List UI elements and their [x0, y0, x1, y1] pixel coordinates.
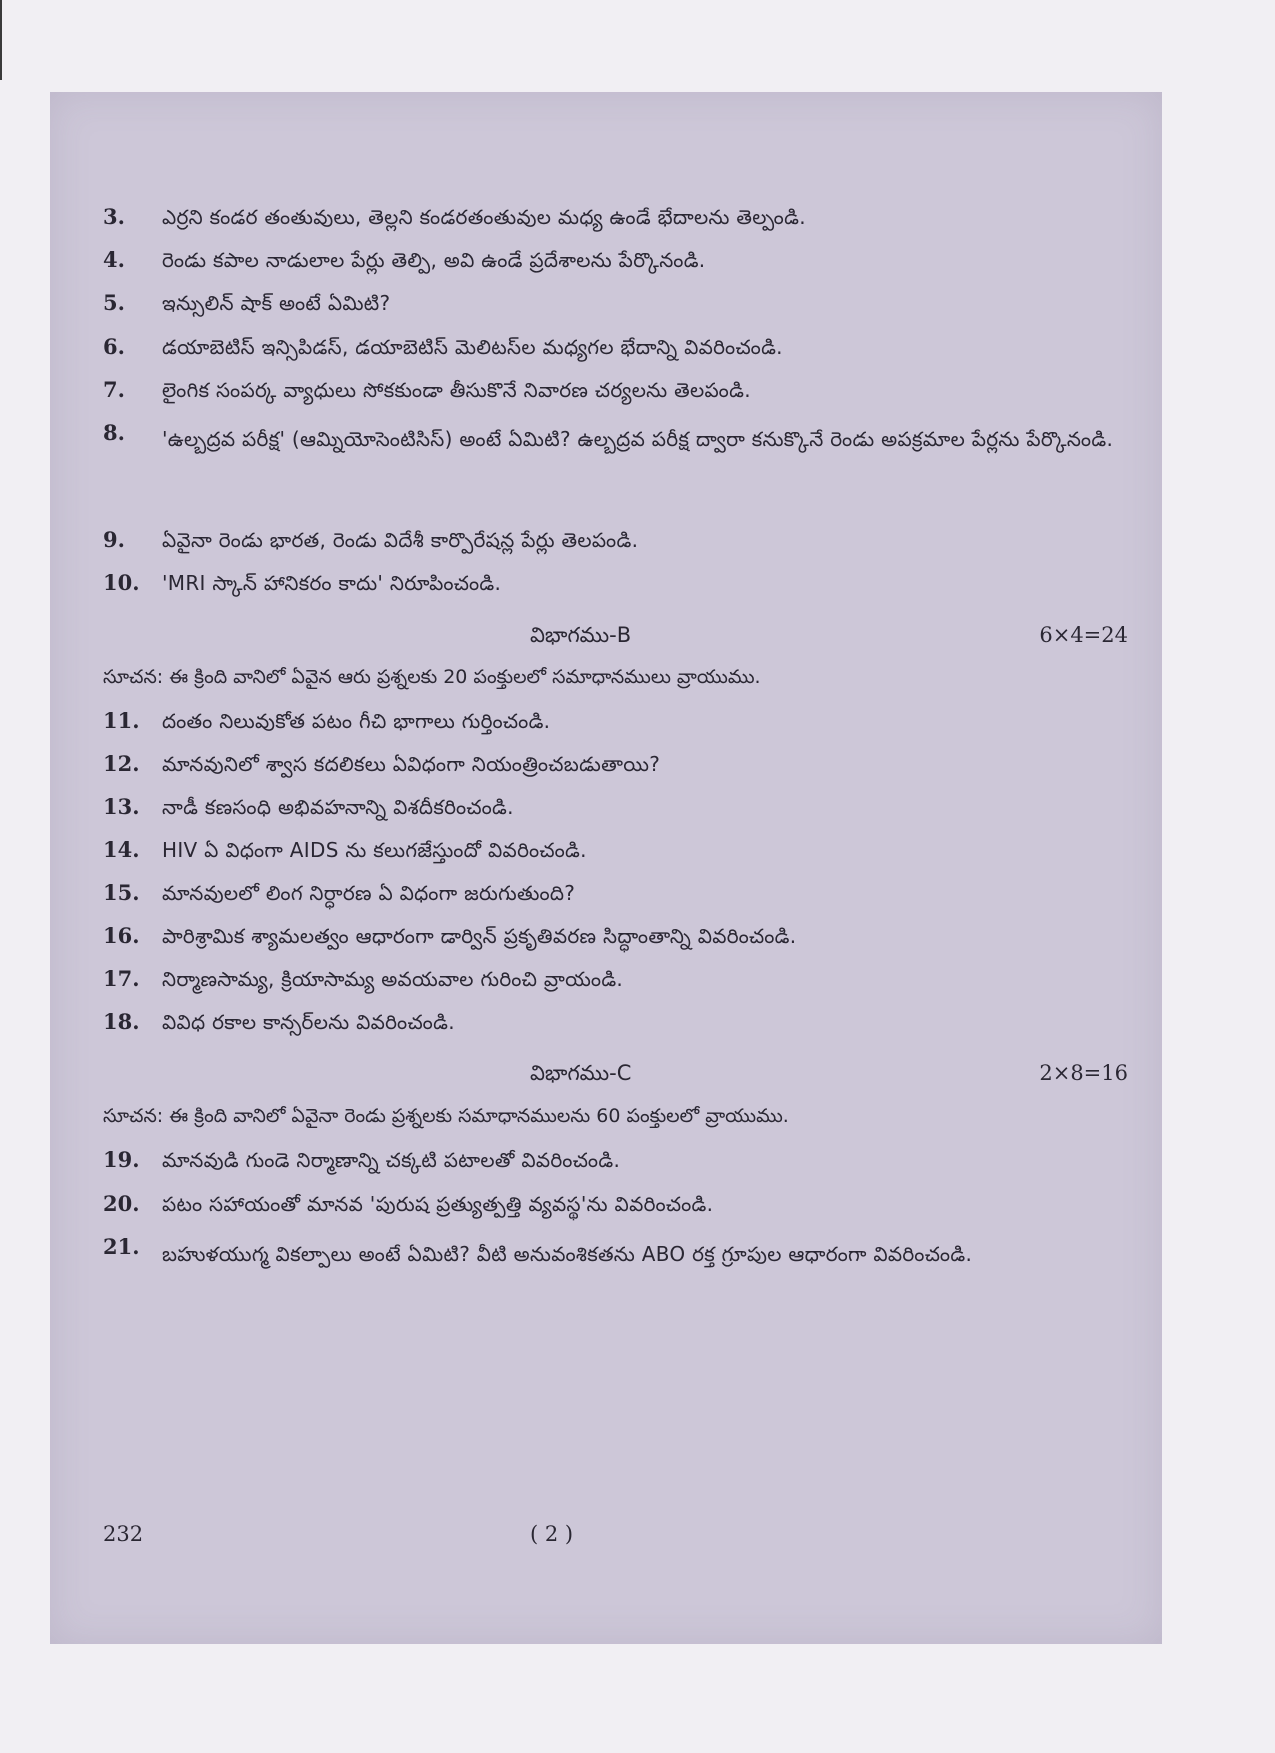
- question-number: 13.: [103, 794, 140, 819]
- question-number: 10.: [103, 570, 140, 595]
- question-number: 12.: [103, 751, 140, 776]
- section-title: విభాగము-B: [530, 623, 632, 647]
- question-text: పారిశ్రామిక శ్యామలత్వం ఆధారంగా డార్విన్ ప్రకృతివరణ సిద్ధాంతాన్ని వివరించండి.: [162, 924, 797, 948]
- question-number: 5.: [103, 290, 125, 315]
- section-marks: 6×4=24: [1039, 623, 1128, 647]
- page-number: ( 2 ): [530, 1522, 574, 1546]
- question-number: 17.: [103, 966, 140, 991]
- section-title: విభాగము-C: [530, 1061, 632, 1085]
- question-text: నాడీ కణసంధి అభివహనాన్ని విశదీకరించండి.: [162, 795, 514, 819]
- question-number: 4.: [103, 247, 125, 272]
- question-number: 21.: [103, 1234, 140, 1259]
- question-text: HIV ఏ విధంగా AIDS ను కలుగజేస్తుందో వివరించండి.: [162, 838, 587, 862]
- question-text: మానవులలో లింగ నిర్ధారణ ఏ విధంగా జరుగుతుంది?: [162, 881, 576, 905]
- question-text: లైంగిక సంపర్క వ్యాధులు సోకకుండా తీసుకొనే నివారణ చర్యలను తెలపండి.: [162, 378, 751, 402]
- question-text: 'ఉల్బద్రవ పరీక్ష' (ఆమ్నియోసెంటిసిస్) అంటే ఏమిటి? ఉల్బద్రవ పరీక్ష ద్వారా కనుక్కొనే రెండు అపక్రమాల పేర్లను పేర్కొనండి.: [162, 427, 1114, 451]
- question-number: 6.: [103, 334, 125, 359]
- question-number: 16.: [103, 923, 140, 948]
- question-text: పటం సహాయంతో మానవ 'పురుష ప్రత్యుత్పత్తి వ్యవస్థ'ను వివరించండి.: [162, 1192, 714, 1216]
- question-number: 20.: [103, 1191, 140, 1216]
- question-text: వివిధ రకాల కాన్సర్‌లను వివరించండి.: [162, 1010, 455, 1034]
- question-number: 11.: [103, 708, 140, 733]
- paper-code: 232: [103, 1522, 144, 1546]
- question-text: దంతం నిలువుకోత పటం గీచి భాగాలు గుర్తించండి.: [162, 709, 551, 733]
- question-number: 7.: [103, 377, 125, 402]
- section-b-instruction: సూచన: ఈ క్రింది వానిలో ఏవైన ఆరు ప్రశ్నలకు 20 పంక్తులలో సమాధానములు వ్రాయుము.: [103, 666, 761, 688]
- section-marks: 2×8=16: [1039, 1061, 1128, 1085]
- question-number: 18.: [103, 1009, 140, 1034]
- question-text: డయాబెటిస్ ఇన్సిపిడస్, డయాబెటిస్ మెలిటస్‌ల మధ్యగల భేదాన్ని వివరించండి.: [162, 335, 783, 359]
- question-text: ఎర్రని కండర తంతువులు, తెల్లని కండరతంతువుల మధ్య ఉండే భేదాలను తెల్పండి.: [162, 205, 806, 229]
- question-text: మానవుడి గుండె నిర్మాణాన్ని చక్కటి పటాలతో వివరించండి.: [162, 1148, 621, 1172]
- question-text: 'MRI స్కాన్ హానికరం కాదు' నిరూపించండి.: [162, 571, 502, 595]
- question-text: బహుళయుగ్మ వికల్పాలు అంటే ఏమిటి? వీటి అనువంశికతను ABO రక్త గ్రూపుల ఆధారంగా వివరించండి.: [162, 1242, 973, 1266]
- question-number: 19.: [103, 1147, 140, 1172]
- question-text: ఏవైనా రెండు భారత, రెండు విదేశీ కార్పొరేషన్ల పేర్లు తెలపండి.: [162, 528, 639, 552]
- question-text: రెండు కపాల నాడులాల పేర్లు తెల్పి, అవి ఉండే ప్రదేశాలను పేర్కొనండి.: [162, 248, 706, 272]
- question-text: మానవునిలో శ్వాస కదలికలు ఏవిధంగా నియంత్రించబడుతాయి?: [162, 752, 661, 776]
- question-number: 9.: [103, 527, 125, 552]
- section-c-instruction: సూచన: ఈ క్రింది వానిలో ఏవైనా రెండు ప్రశ్నలకు సమాధానములను 60 పంక్తులలో వ్రాయుము.: [103, 1105, 789, 1127]
- question-number: 14.: [103, 837, 140, 862]
- question-number: 3.: [103, 204, 125, 229]
- question-number: 15.: [103, 880, 140, 905]
- scan-edge-line: [0, 0, 2, 80]
- question-number: 8.: [103, 420, 125, 445]
- question-text: ఇన్సులిన్ షాక్ అంటే ఏమిటి?: [162, 291, 391, 315]
- question-text: నిర్మాణసామ్య, క్రియాసామ్య అవయవాల గురించి వ్రాయండి.: [162, 967, 624, 991]
- exam-page: [50, 92, 1162, 1644]
